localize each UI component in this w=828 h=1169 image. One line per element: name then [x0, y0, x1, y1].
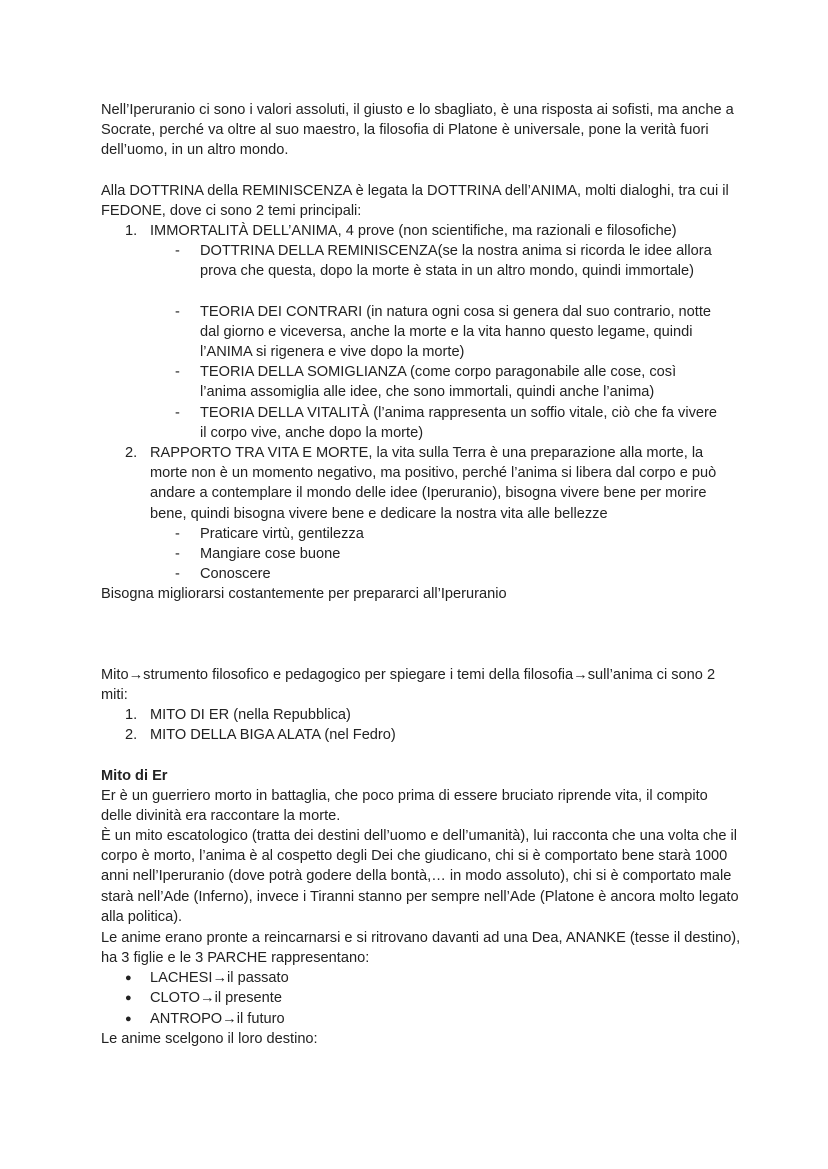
sub-item-conoscere: Conoscere: [200, 566, 271, 582]
list-item-biga-alata: MITO DELLA BIGA ALATA (nel Fedro): [150, 727, 396, 743]
mito-intro-paragraph: Mito→strumento filosofico e pedagogico per spiegare i temi della filosofia→sull’anima ci sono 2 miti:: [101, 667, 716, 704]
sub-item-contrari: TEORIA DEI CONTRARI (in natura ogni cosa si genera dal suo contrario, notte dal giorno e viceversa, anche la morte e la vita hanno questo legame, quindi l’ANIMA si rigenera e vive dopo la morte): [200, 304, 712, 361]
sub-item-somiglianza: TEORIA DELLA SOMIGLIANZA (come corpo paragonabile alle cose, così l’anima assomiglia alle idee, che sono immortali, quindi anche l’anima): [200, 364, 677, 401]
bullet-item-cloto: CLOTO→il presente: [150, 990, 282, 1006]
sub-item-virtu: Praticare virtù, gentilezza: [200, 526, 364, 542]
sub-item-reminiscenza: DOTTRINA DELLA REMINISCENZA(se la nostra anima si ricorda le idee allora prova che questa, dopo la morte è stata in un altro mondo, quindi immortale): [200, 243, 712, 280]
sub-item-vitalita: TEORIA DELLA VITALITÀ (l’anima rappresenta un soffio vitale, ciò che fa vivere il corpo vive, anche dopo la morte): [200, 405, 717, 442]
list-item-rapporto: RAPPORTO TRA VITA E MORTE, la vita sulla Terra è una preparazione alla morte, la morte non è un momento negativo, ma positivo, perché l’anima si libera dal corpo e può andare a contemplare il mondo delle idee (Iperuranio), bisogna vivere bene per morire bene, quindi bisogna vivere bene e dedicare la nostra vita alle bellezze: [150, 445, 717, 522]
er-paragraph-4: Le anime scelgono il loro destino:: [101, 1031, 318, 1047]
dash-marker: -: [175, 546, 180, 562]
list-number: 2.: [125, 445, 138, 461]
bullet-marker: ●: [125, 1013, 132, 1025]
er-paragraph-3: Le anime erano pronte a reincarnarsi e si ritrovano davanti ad una Dea, ANANKE (tesse il destino), ha 3 figlie e le 3 PARCHE rappresentano:: [101, 930, 741, 967]
list-item-mito-er: MITO DI ER (nella Repubblica): [150, 707, 351, 723]
section-heading-mito-di-er: Mito di Er: [101, 768, 168, 784]
dash-marker: -: [175, 243, 180, 259]
list-number: 1.: [125, 223, 138, 239]
er-paragraph-2: È un mito escatologico (tratta dei destini dell’uomo e dell’umanità), lui racconta che una volta che il corpo è morto, l’anima è al cospetto degli Dei che giudicano, chi si è comportato bene starà 1000 anni nell’Iperuranio (dove potrà godere della bontà,… in modo assoluto), chi si è comportato male starà nell’Ade (Inferno), invece i Tiranni stanno per sempre nell’Ade (Platone è ancora molto legato alla politica).: [101, 828, 739, 925]
bullet-item-lachesi: LACHESI→il passato: [150, 970, 289, 986]
sub-item-mangiare: Mangiare cose buone: [200, 546, 341, 562]
intro-paragraph: Nell’Iperuranio ci sono i valori assoluti, il giusto e lo sbagliato, è una risposta ai sofisti, ma anche a Socrate, perché va oltre al suo maestro, la filosofia di Platone è universale, pone la verità fuori dell’uomo, in un altro mondo.: [101, 102, 734, 159]
dash-marker: -: [175, 405, 180, 421]
dash-marker: -: [175, 304, 180, 320]
dash-marker: -: [175, 566, 180, 582]
list-number: 2.: [125, 727, 138, 743]
dash-marker: -: [175, 526, 180, 542]
conclusion-line: Bisogna migliorarsi costantemente per prepararci all’Iperuranio: [101, 586, 507, 602]
bullet-item-antropo: ANTROPO→il futuro: [150, 1011, 285, 1027]
list-item-immortalita: IMMORTALITÀ DELL’ANIMA, 4 prove (non scientifiche, ma razionali e filosofiche): [150, 223, 677, 239]
bullet-marker: ●: [125, 992, 132, 1004]
er-paragraph-1: Er è un guerriero morto in battaglia, che poco prima di essere bruciato riprende vita, il compito delle divinità era raccontare la morte.: [101, 788, 708, 825]
dottrina-paragraph: Alla DOTTRINA della REMINISCENZA è legata la DOTTRINA dell’ANIMA, molti dialoghi, tra cui il FEDONE, dove ci sono 2 temi principali:: [101, 183, 729, 220]
bullet-marker: ●: [125, 972, 132, 984]
list-number: 1.: [125, 707, 138, 723]
dash-marker: -: [175, 364, 180, 380]
